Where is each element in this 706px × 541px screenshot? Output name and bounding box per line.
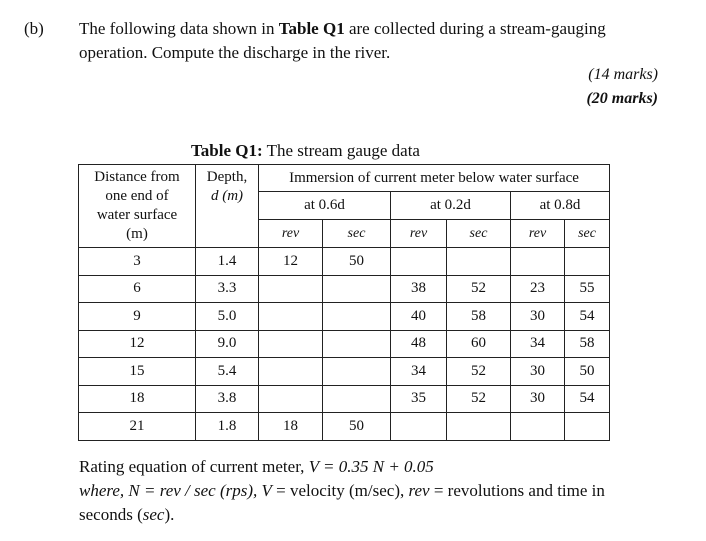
table-row <box>79 275 610 303</box>
table-caption <box>191 140 420 162</box>
seconds-pre: seconds ( <box>79 505 143 524</box>
cell-depth: 5.4 <box>196 358 259 386</box>
cell-sec-06d <box>323 303 391 331</box>
cell-rev-02d <box>391 248 447 276</box>
cell-rev-08d: 34 <box>511 330 565 358</box>
cell-depth: 1.8 <box>196 413 259 441</box>
cell-rev-06d <box>259 303 323 331</box>
table-row <box>79 248 610 276</box>
cell-sec-02d: 52 <box>447 385 511 413</box>
cell-sec-08d <box>565 248 610 276</box>
cell-rev-06d: 18 <box>259 413 323 441</box>
header-immersion: Immersion of current meter below water surface <box>259 165 610 192</box>
cell-sec-02d <box>447 248 511 276</box>
table-row <box>79 330 610 358</box>
header-depth <box>196 165 259 248</box>
cell-rev-06d <box>259 358 323 386</box>
rating-equation: V = 0.35 N + 0.05 <box>308 457 434 476</box>
rating-equation-line <box>79 456 434 478</box>
marks-label-1: (14 marks) <box>588 66 658 83</box>
header-distance-line-1: Distance from <box>94 169 180 185</box>
cell-distance: 18 <box>79 385 196 413</box>
cell-sec-08d: 54 <box>565 303 610 331</box>
stream-gauge-table <box>78 164 609 439</box>
cell-rev-08d: 30 <box>511 385 565 413</box>
cell-rev-02d: 35 <box>391 385 447 413</box>
header-rev: rev <box>511 220 565 248</box>
question-line-1-post: are collected during a stream-gauging <box>344 19 606 38</box>
where-definition: where, N = rev / sec (rps), V <box>79 481 272 500</box>
cell-sec-02d: 58 <box>447 303 511 331</box>
where-line <box>79 480 605 502</box>
header-sec: sec <box>565 220 610 248</box>
cell-rev-06d <box>259 275 323 303</box>
cell-sec-06d <box>323 358 391 386</box>
cell-sec-08d: 58 <box>565 330 610 358</box>
cell-sec-06d: 50 <box>323 413 391 441</box>
question-line-1-pre: The following data shown in <box>79 19 279 38</box>
cell-distance: 6 <box>79 275 196 303</box>
cell-depth: 1.4 <box>196 248 259 276</box>
table-row <box>79 413 610 441</box>
cell-sec-06d: 50 <box>323 248 391 276</box>
cell-distance: 21 <box>79 413 196 441</box>
seconds-end: ). <box>164 505 175 524</box>
cell-distance: 9 <box>79 303 196 331</box>
cell-sec-02d: 52 <box>447 275 511 303</box>
header-sec: sec <box>447 220 511 248</box>
rating-equation-intro: Rating equation of current meter, <box>79 457 309 476</box>
velocity-definition: = velocity (m/sec), <box>271 481 409 500</box>
cell-rev-08d <box>511 413 565 441</box>
cell-rev-06d: 12 <box>259 248 323 276</box>
cell-sec-02d <box>447 413 511 441</box>
header-group-02d: at 0.2d <box>391 192 511 220</box>
header-sec: sec <box>323 220 391 248</box>
cell-depth: 3.3 <box>196 275 259 303</box>
cell-rev-02d: 40 <box>391 303 447 331</box>
header-distance-line-2: one end of <box>105 188 169 204</box>
cell-rev-08d: 30 <box>511 303 565 331</box>
header-rev: rev <box>391 220 447 248</box>
header-group-06d: at 0.6d <box>259 192 391 220</box>
cell-sec-02d: 60 <box>447 330 511 358</box>
cell-rev-06d <box>259 385 323 413</box>
table-caption-text: The stream gauge data <box>262 141 420 160</box>
rev-term: rev <box>408 481 430 500</box>
question-line-2: operation. Compute the discharge in the river. <box>79 43 391 62</box>
cell-rev-08d <box>511 248 565 276</box>
cell-distance: 12 <box>79 330 196 358</box>
cell-rev-06d <box>259 330 323 358</box>
cell-sec-08d: 55 <box>565 275 610 303</box>
header-depth-line-2: d (m) <box>210 188 244 204</box>
table-row <box>79 303 610 331</box>
header-group-08d: at 0.8d <box>511 192 610 220</box>
marks-label-2: (20 marks) <box>586 90 658 107</box>
header-rev: rev <box>259 220 323 248</box>
cell-sec-08d: 50 <box>565 358 610 386</box>
cell-depth: 9.0 <box>196 330 259 358</box>
table-row <box>79 358 610 386</box>
cell-sec-06d <box>323 275 391 303</box>
sec-term: sec <box>142 505 165 524</box>
header-distance-line-3: water surface <box>96 207 178 223</box>
cell-rev-02d: 48 <box>391 330 447 358</box>
question-line-1 <box>79 18 606 40</box>
cell-rev-02d <box>391 413 447 441</box>
revolutions-definition: = revolutions and time in <box>429 481 605 500</box>
cell-rev-08d: 30 <box>511 358 565 386</box>
question-part-label: (b) <box>24 19 44 38</box>
cell-sec-08d: 54 <box>565 385 610 413</box>
cell-depth: 3.8 <box>196 385 259 413</box>
table-caption-label: Table Q1: <box>191 141 263 160</box>
header-depth-line-1: Depth, <box>206 169 248 185</box>
header-distance-line-4: (m) <box>126 226 148 242</box>
cell-sec-06d <box>323 385 391 413</box>
cell-rev-08d: 23 <box>511 275 565 303</box>
cell-sec-08d <box>565 413 610 441</box>
cell-sec-06d <box>323 330 391 358</box>
cell-rev-02d: 34 <box>391 358 447 386</box>
cell-distance: 3 <box>79 248 196 276</box>
cell-sec-02d: 52 <box>447 358 511 386</box>
cell-distance: 15 <box>79 358 196 386</box>
header-distance <box>79 165 196 248</box>
cell-rev-02d: 38 <box>391 275 447 303</box>
table-row <box>79 385 610 413</box>
cell-depth: 5.0 <box>196 303 259 331</box>
seconds-line <box>79 504 174 526</box>
question-table-ref: Table Q1 <box>278 19 345 38</box>
